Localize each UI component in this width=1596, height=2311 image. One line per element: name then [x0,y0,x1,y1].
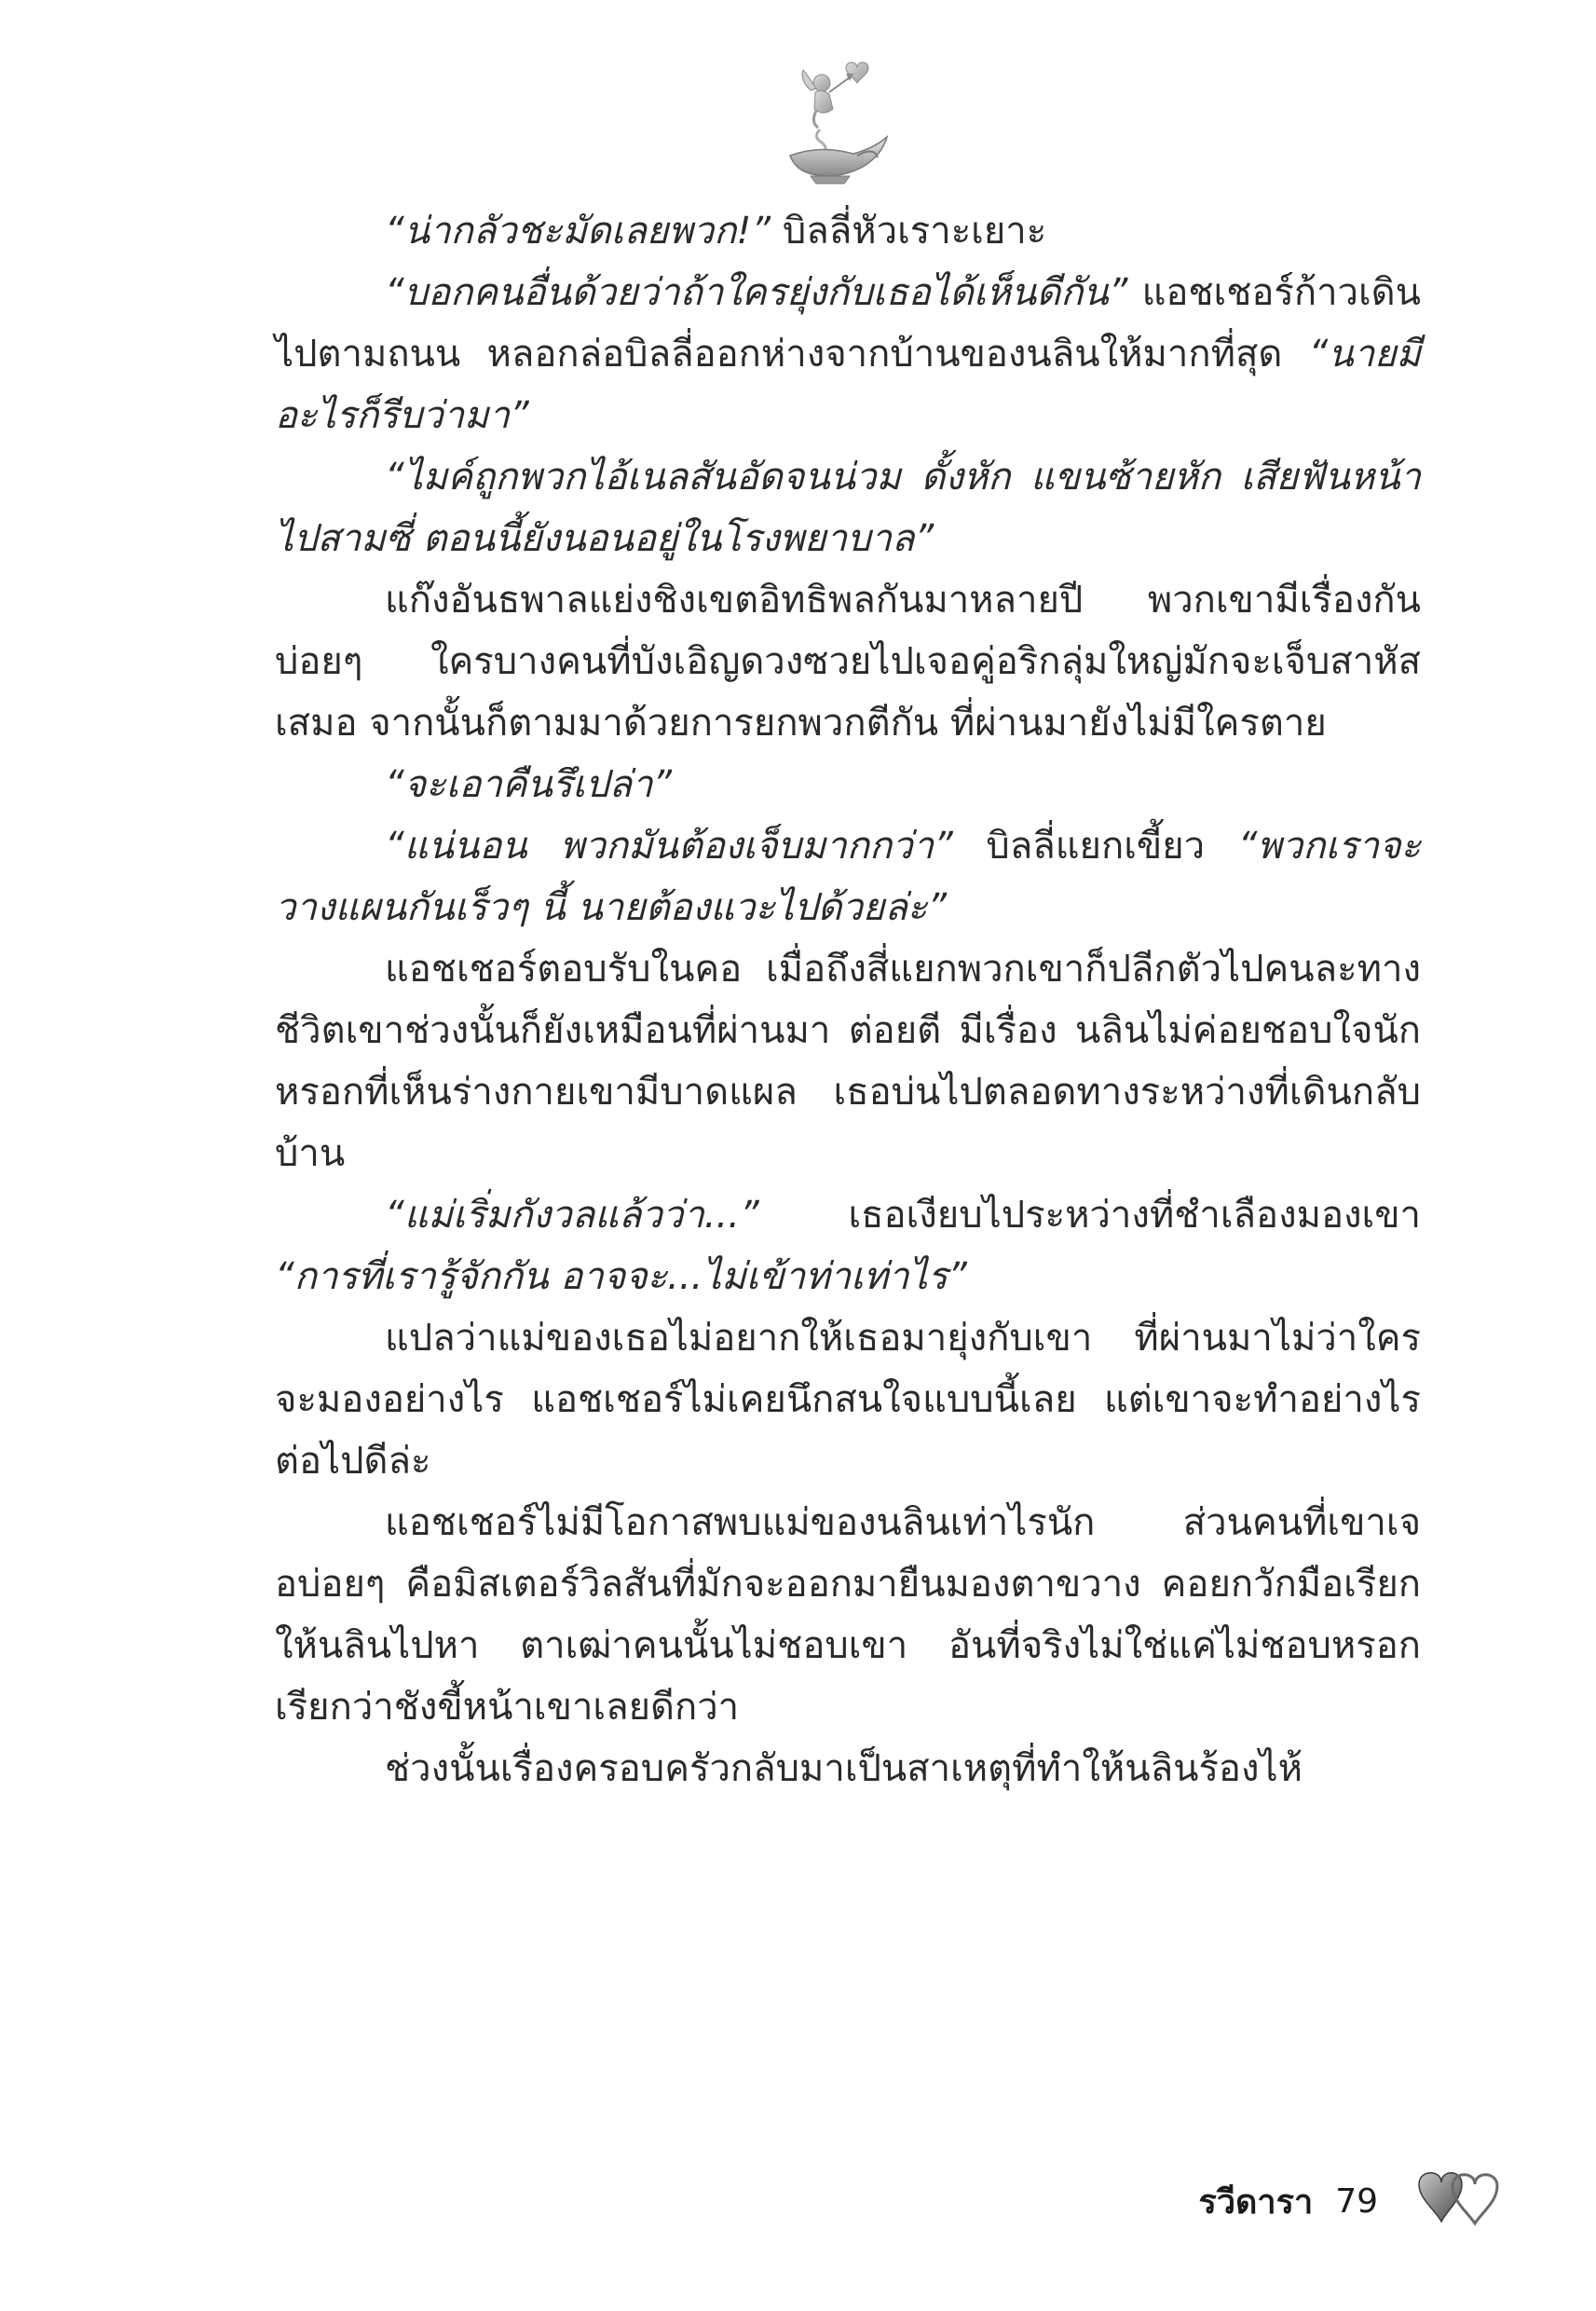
paragraph [275,938,1421,1184]
page-number: 79 [1335,2181,1378,2221]
dialogue-text: “แน่นอน พวกมันต้องเจ็บมากกว่า” [385,825,953,868]
paragraph [275,1492,1421,1738]
book-title: รวีดารา [1198,2182,1314,2222]
narration-text: แปลว่าแม่ของเธอไม่อยากให้เธอมายุ่งกับเขา ที่ผ่านมาไม่ว่าใครจะมองอย่างไร แอชเชอร์ไม่เคยนึกสนใจแบบนี้เลย แต่เขาจะทำอย่างไรต่อไปดีล่ะ [275,1317,1421,1483]
paragraph [275,569,1421,754]
narration-text: ช่วงนั้นเรื่องครอบครัวกลับมาเป็นสาเหตุที่ทำให้นลินร้องไห้ [385,1747,1303,1790]
narration-text: บิลลี่แยกเขี้ยว [952,825,1238,868]
paragraph [275,815,1421,938]
chapter-body [275,200,1421,1799]
page-footer [1198,2162,1512,2240]
dialogue-text: “พวกเราจะวางแผนกันเร็วๆ นี้ นายต้องแวะไปด้วยล่ะ” [275,825,1421,929]
dialogue-text: “การที่เรารู้จักกัน อาจจะ...ไม่เข้าท่าเท่าไร” [275,1255,967,1298]
dialogue-text: “จะเอาคืนรึเปล่า” [385,763,673,806]
paragraph [275,1184,1421,1307]
paragraph [275,200,1421,262]
dialogue-text: “บอกคนอื่นด้วยว่าถ้าใครยุ่งกับเธอได้เห็นดีกัน” [385,271,1128,314]
cupid-lamp-ornament-icon [764,51,904,191]
narration-text: แอชเชอร์ตอบรับในคอ เมื่อถึงสี่แยกพวกเขาก็ปลีกตัวไปคนละทาง ชีวิตเขาช่วงนั้นก็ยังเหมือนที่ผ่านมา ต่อยตี มีเรื่อง นลินไม่ค่อยชอบใจนักหรอกที่เห็นร่างกายเขามีบาดแผล เธอบ่นไปตลอดทางระหว่างที่เดินกลับบ้าน [275,948,1421,1175]
dialogue-text: “ไมค์ถูกพวกไอ้เนลสันอัดจนน่วม ดั้งหัก แขนซ้ายหัก เสียฟันหน้าไปสามซี่ ตอนนี้ยังนอนอยู่ในโรงพยาบาล” [275,456,1421,560]
paragraph [275,262,1421,446]
narration-text: บิลลี่หัวเราะเยาะ [771,210,1047,253]
paragraph [275,1738,1421,1799]
paragraph [275,446,1421,569]
paragraph [275,754,1421,815]
narration-text: แอชเชอร์ไม่มีโอกาสพบแม่ของนลินเท่าไรนัก ส่วนคนที่เขาเจอบ่อยๆ คือมิสเตอร์วิลสันที่มักจะออกมายืนมองตาขวาง คอยกวักมือเรียกให้นลินไปหา ตาเฒ่าคนนั้นไม่ชอบเขา อันที่จริงไม่ใช่แค่ไม่ชอบหรอก เรียกว่าชังขี้หน้าเขาเลยดีกว่า [275,1501,1421,1729]
narration-text: แก๊งอันธพาลแย่งชิงเขตอิทธิพลกันมาหลายปี พวกเขามีเรื่องกันบ่อยๆ ใครบางคนที่บังเอิญดวงซวยไปเจอคู่อริกลุ่มใหญ่มักจะเจ็บสาหัสเสมอ จากนั้นก็ตามมาด้วยการยกพวกตีกัน ที่ผ่านมายังไม่มีใครตาย [275,579,1421,745]
dialogue-text: “น่ากลัวชะมัดเลยพวก!” [385,210,771,253]
dialogue-text: “แม่เริ่มกังวลแล้วว่า...” [385,1194,759,1237]
dialogue-text: “นายมีอะไรก็รีบว่ามา” [275,333,1421,437]
narration-text: แอชเชอร์ก้าวเดินไปตามถนน หลอกล่อบิลลี่ออกห่างจากบ้านของนลินให้มากที่สุด [275,271,1421,376]
double-heart-icon [1410,2162,1512,2240]
paragraph [275,1307,1421,1492]
narration-text: เธอเงียบไประหว่างที่ชำเลืองมองเขา [758,1194,1421,1237]
